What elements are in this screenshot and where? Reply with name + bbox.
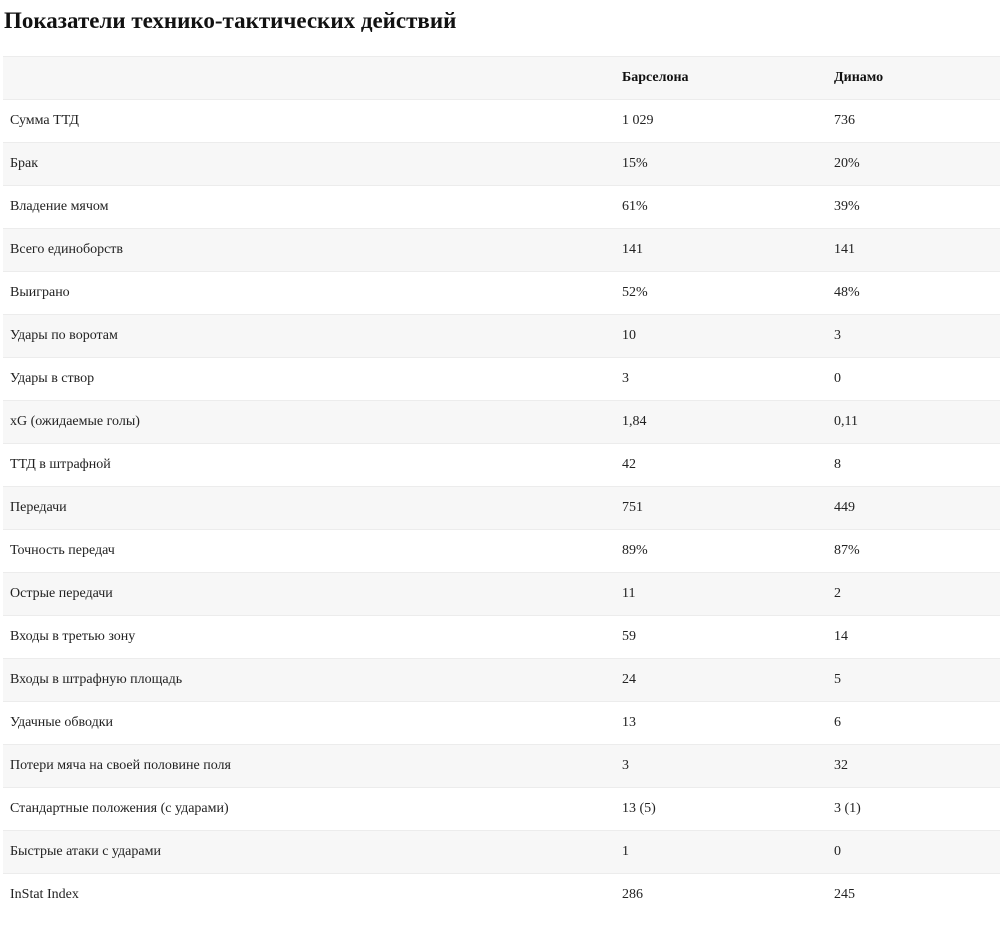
stat-value-away: 3 (1) xyxy=(827,788,1000,831)
table-row xyxy=(3,702,1000,745)
stat-value-away: 449 xyxy=(827,487,1000,530)
stat-label: Точность передач xyxy=(3,530,615,573)
stat-value-home: 13 (5) xyxy=(615,788,827,831)
stat-value-home: 13 xyxy=(615,702,827,745)
stat-label: Удары в створ xyxy=(3,358,615,401)
stat-value-away: 2 xyxy=(827,573,1000,616)
table-header-row xyxy=(3,57,1000,100)
stat-label: ТТД в штрафной xyxy=(3,444,615,487)
stat-value-home: 751 xyxy=(615,487,827,530)
stat-label: Выиграно xyxy=(3,272,615,315)
stat-value-home: 3 xyxy=(615,745,827,788)
stat-value-away: 5 xyxy=(827,659,1000,702)
stat-value-home: 141 xyxy=(615,229,827,272)
table-row xyxy=(3,272,1000,315)
header-team-home: Барселона xyxy=(615,57,827,100)
stat-value-home: 52% xyxy=(615,272,827,315)
stats-table xyxy=(3,56,1000,916)
stat-value-away: 48% xyxy=(827,272,1000,315)
table-row xyxy=(3,186,1000,229)
stat-value-away: 0 xyxy=(827,831,1000,874)
stat-value-home: 3 xyxy=(615,358,827,401)
table-row xyxy=(3,616,1000,659)
stat-value-home: 24 xyxy=(615,659,827,702)
stat-label: xG (ожидаемые голы) xyxy=(3,401,615,444)
stat-value-away: 87% xyxy=(827,530,1000,573)
table-body xyxy=(3,100,1000,917)
stat-value-home: 59 xyxy=(615,616,827,659)
stat-value-home: 1 xyxy=(615,831,827,874)
table-row xyxy=(3,401,1000,444)
stat-value-home: 286 xyxy=(622,887,643,902)
table-row xyxy=(3,100,1000,143)
stat-value-away: 6 xyxy=(827,702,1000,745)
stat-value-home: 61% xyxy=(615,186,827,229)
stat-label: Удары по воротам xyxy=(3,315,615,358)
stat-value-away: 39% xyxy=(827,186,1000,229)
stat-value-away: 32 xyxy=(827,745,1000,788)
stat-label: Потери мяча на своей половине поля xyxy=(3,745,615,788)
stat-label: Удачные обводки xyxy=(3,702,615,745)
stat-label: Быстрые атаки с ударами xyxy=(3,831,615,874)
stat-label: Брак xyxy=(3,143,615,186)
stat-label: Сумма ТТД xyxy=(3,100,615,143)
table-row xyxy=(3,573,1000,616)
stat-value-home: 11 xyxy=(615,573,827,616)
stat-value-home: 89% xyxy=(615,530,827,573)
stat-value-home: 1,84 xyxy=(615,401,827,444)
stat-value-away: 0,11 xyxy=(827,401,1000,444)
stat-value-home: 1 029 xyxy=(615,100,827,143)
stat-label: Стандартные положения (с ударами) xyxy=(3,788,615,831)
header-team-away: Динамо xyxy=(827,57,1000,100)
table-row xyxy=(3,487,1000,530)
table-row xyxy=(3,745,1000,788)
stat-value-home: 42 xyxy=(615,444,827,487)
stat-label: Острые передачи xyxy=(3,573,615,616)
table-row xyxy=(3,143,1000,186)
stat-value-away: 20% xyxy=(827,143,1000,186)
stat-label: Передачи xyxy=(3,487,615,530)
stat-value-away: 245 xyxy=(834,887,855,902)
stat-value-home: 15% xyxy=(615,143,827,186)
header-stat-label xyxy=(3,57,615,100)
table-row xyxy=(3,229,1000,272)
stat-value-away: 3 xyxy=(827,315,1000,358)
table-row xyxy=(3,788,1000,831)
stat-label: Владение мячом xyxy=(3,186,615,229)
stat-label: InStat Index xyxy=(10,887,79,902)
stat-value-away: 736 xyxy=(827,100,1000,143)
stat-value-away: 0 xyxy=(827,358,1000,401)
stat-label: Входы в третью зону xyxy=(3,616,615,659)
table-row xyxy=(3,444,1000,487)
stat-label: Входы в штрафную площадь xyxy=(3,659,615,702)
stat-value-away: 8 xyxy=(827,444,1000,487)
stat-label: Всего единоборств xyxy=(3,229,615,272)
stat-value-away: 141 xyxy=(827,229,1000,272)
table-row xyxy=(3,831,1000,874)
stat-value-away: 14 xyxy=(827,616,1000,659)
table-row xyxy=(3,358,1000,401)
stat-value-home: 10 xyxy=(615,315,827,358)
table-row xyxy=(3,659,1000,702)
table-row xyxy=(3,530,1000,573)
table-row xyxy=(3,315,1000,358)
table-row xyxy=(3,874,1000,917)
page-title: Показатели технико-тактических действий xyxy=(4,8,457,33)
